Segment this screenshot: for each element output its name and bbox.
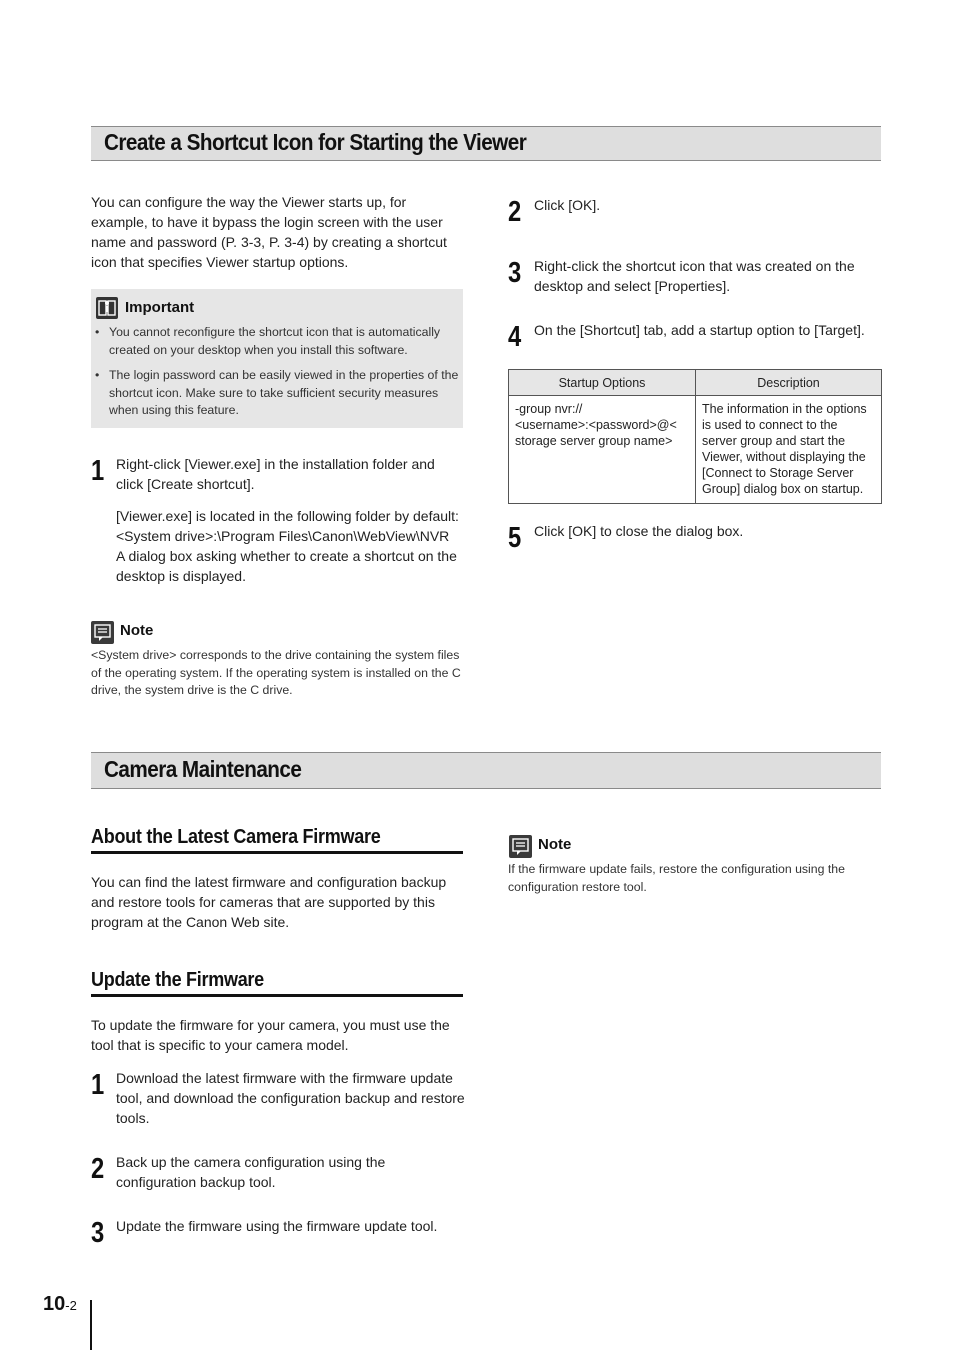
startup-options-table (508, 369, 882, 504)
step-number: 1 (91, 1069, 105, 1101)
step-text: Right-click [Viewer.exe] in the installation folder and click [Create shortcut]. (116, 456, 435, 492)
update-paragraph: To update the firmware for your camera, you must use the tool that is specific to your camera model. (91, 1017, 450, 1053)
note-icon (91, 621, 114, 644)
important-item-text: You cannot reconfigure the shortcut icon that is automatically created on your desktop when you install this software. (109, 325, 441, 357)
step-number: 5 (508, 522, 522, 554)
section-title: Create a Shortcut Icon for Starting the Viewer (104, 129, 527, 155)
step-number: 2 (91, 1153, 105, 1185)
note-title: Note (120, 622, 154, 639)
page-number-sub: -2 (65, 1298, 77, 1313)
step-number: 3 (91, 1217, 105, 1249)
subheading-text: Update the Firmware (91, 969, 264, 991)
step-text: Click [OK]. (534, 197, 601, 213)
page-number (43, 1293, 77, 1316)
table-header: Description (696, 370, 882, 396)
subheading-update-firmware (91, 969, 463, 997)
note-text: If the firmware update fails, restore the configuration using the configuration restore tool. (508, 862, 845, 894)
important-item: • The login password can be easily viewed in the properties of the shortcut icon. Make sure to take sufficient security measures when using this feature. (95, 368, 459, 417)
note-title: Note (538, 836, 572, 853)
step-text: Click [OK] to close the dialog box. (534, 523, 744, 539)
step-number: 1 (91, 455, 105, 487)
step-text: Back up the camera configuration using the configuration backup tool. (116, 1154, 386, 1190)
step-number: 2 (508, 196, 522, 228)
page-number-main: 10 (43, 1293, 66, 1315)
table-cell: The information in the options is used to connect to the server group and start the Viewer, without displaying the [Connect to Storage Server Group] dialog box on startup. (696, 396, 882, 504)
table-cell: -group nvr:// <username>:<password>@< storage server group name> (509, 396, 696, 504)
table-header: Startup Options (509, 370, 696, 396)
note-icon (509, 835, 532, 858)
section-header-camera-maintenance (91, 752, 881, 789)
important-title: Important (125, 299, 195, 316)
intro-paragraph: You can configure the way the Viewer starts up, for example, to have it bypass the login screen with the user name and password (P. 3-3, P. 3-4) by creating a shortcut icon that specifies Viewer startup options. (91, 194, 447, 270)
step-text: Right-click the shortcut icon that was created on the desktop and select [Properties]. (534, 258, 855, 294)
footer-divider (90, 1300, 92, 1350)
table-header-row (509, 370, 882, 396)
about-paragraph: You can find the latest firmware and configuration backup and restore tools for cameras that are supported by this program at the Canon Web site. (91, 874, 447, 930)
section-title: Camera Maintenance (104, 756, 302, 782)
step-text: Download the latest firmware with the firmware update tool, and download the configuration backup and restore tools. (116, 1070, 465, 1126)
important-item: • You cannot reconfigure the shortcut icon that is automatically created on your desktop when you install this software. (95, 325, 441, 357)
note-text: <System drive> corresponds to the drive containing the system files of the operating system. If the operating system is installed on the C drive, the system drive is the C drive. (91, 648, 461, 697)
table-row (509, 396, 882, 504)
step-number: 3 (508, 257, 522, 289)
step-detail: [Viewer.exe] is located in the following folder by default: <System drive>:\Program Files\Canon\WebView\NVR A dialog box asking whether to create a shortcut on the desktop is displayed. (116, 508, 459, 584)
important-box (91, 289, 463, 428)
step-text: On the [Shortcut] tab, add a startup option to [Target]. (534, 322, 865, 338)
important-icon (96, 297, 118, 319)
important-item-text: The login password can be easily viewed in the properties of the shortcut icon. Make sure to take sufficient security measures when using this feature. (109, 368, 459, 417)
step-number: 4 (508, 321, 522, 353)
subheading-text: About the Latest Camera Firmware (91, 826, 381, 848)
section-header-shortcut (91, 126, 881, 161)
subheading-latest-firmware (91, 826, 463, 854)
step-text: Update the firmware using the firmware update tool. (116, 1218, 438, 1234)
